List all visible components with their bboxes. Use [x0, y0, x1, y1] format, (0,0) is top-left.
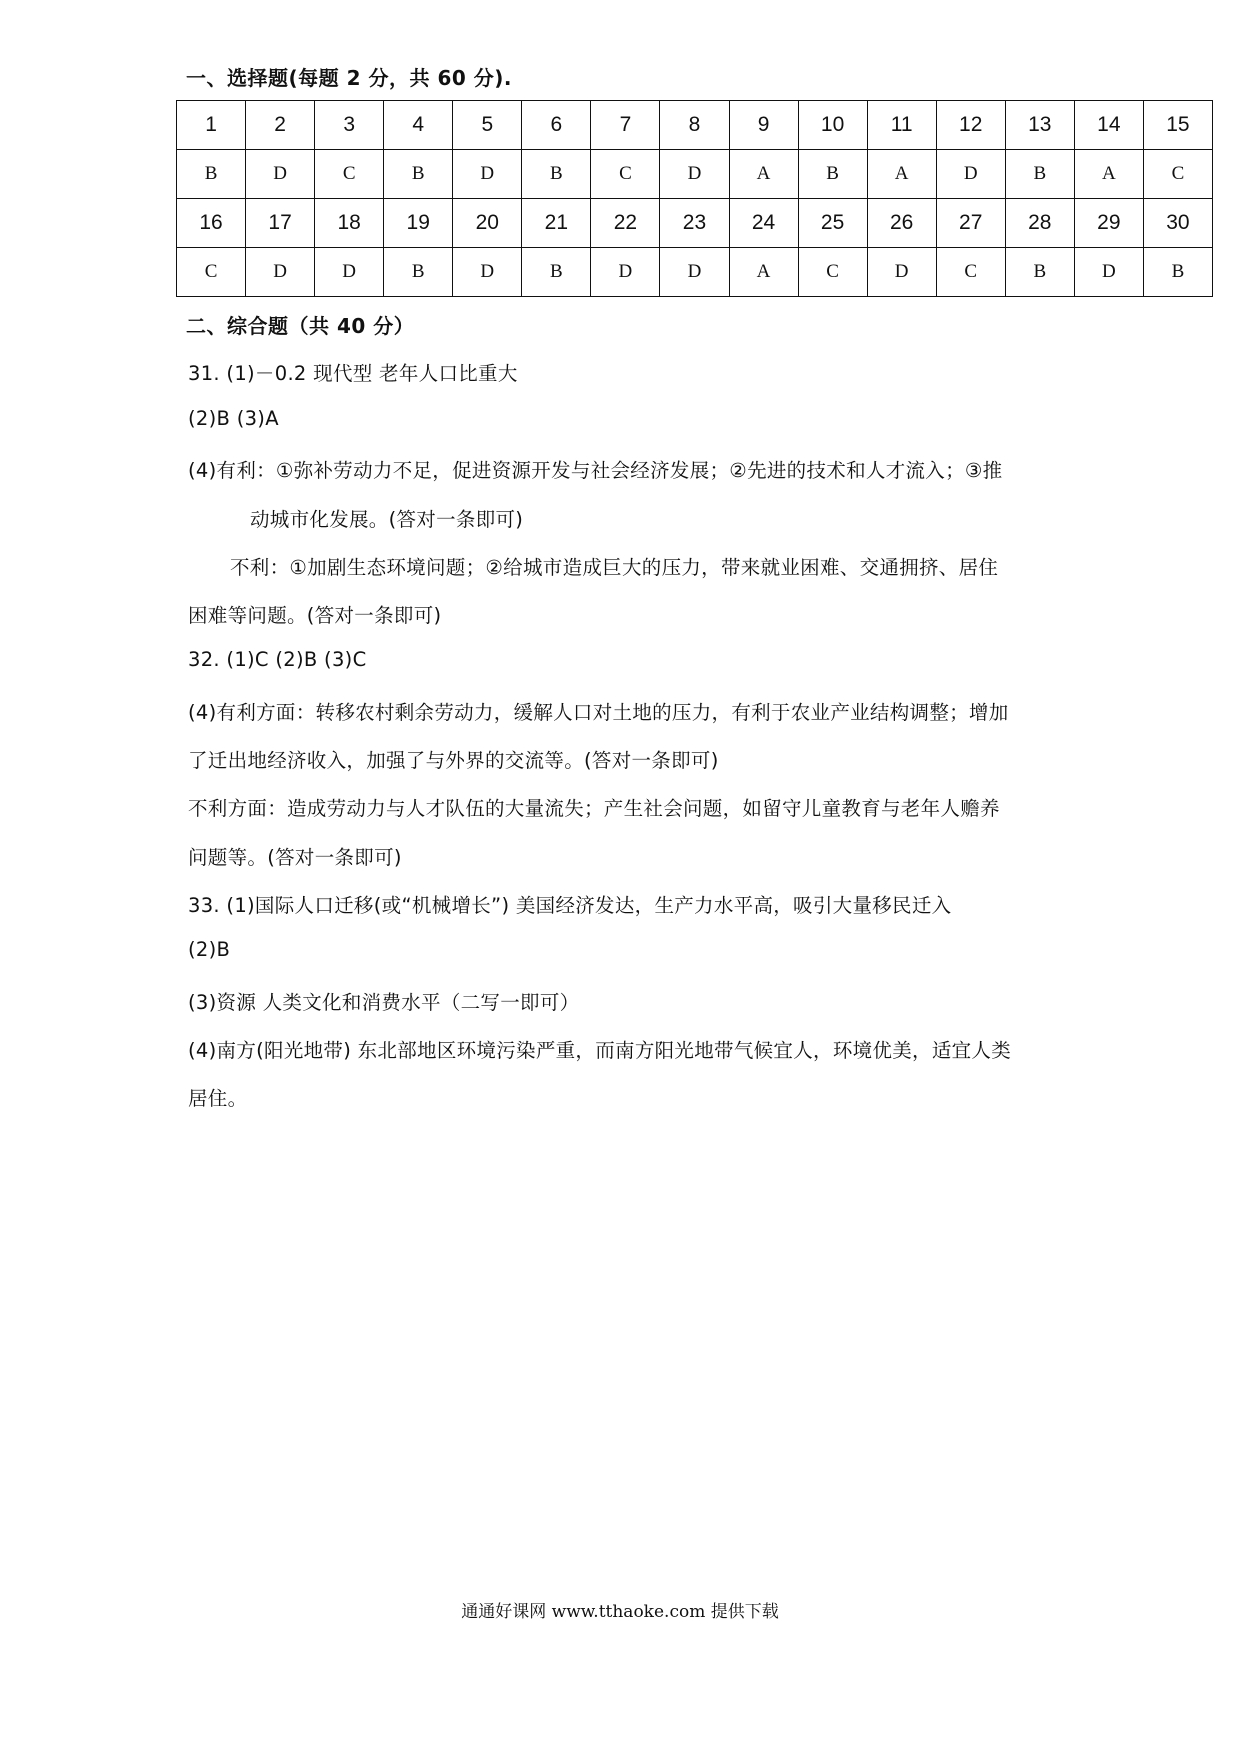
question-number-cell: 10 [798, 101, 867, 150]
answer-cell: D [660, 150, 729, 199]
question-number-cell: 11 [867, 101, 936, 150]
question-number-cell: 12 [936, 101, 1005, 150]
answer-cell: B [1143, 248, 1212, 297]
answer-cell: B [384, 248, 453, 297]
answer-text-line: 了迁出地经济收入，加强了与外界的交流等。(答对一条即可) [188, 749, 719, 772]
question-number-cell: 8 [660, 101, 729, 150]
question-number-cell: 1 [177, 101, 246, 150]
answer-text-line: 不利：①加剧生态环境问题；②给城市造成巨大的压力，带来就业困难、交通拥挤、居住 [230, 556, 999, 579]
answer-row [177, 248, 1213, 297]
question-number-cell: 3 [315, 101, 384, 150]
answer-text-line: 31. (1)－0.2 现代型 老年人口比重大 [188, 362, 518, 385]
question-number-cell: 13 [1005, 101, 1074, 150]
answer-text-line: 32. (1)C (2)B (3)C [188, 648, 367, 671]
answer-cell: D [315, 248, 384, 297]
answer-cell: B [522, 150, 591, 199]
answer-cell: B [177, 150, 246, 199]
answer-text-line: (4)有利：①弥补劳动力不足，促进资源开发与社会经济发展；②先进的技术和人才流入；③推 [188, 459, 1003, 482]
question-number-cell: 27 [936, 199, 1005, 248]
question-number-cell: 20 [453, 199, 522, 248]
answer-cell: C [798, 248, 867, 297]
question-number-cell: 6 [522, 101, 591, 150]
question-number-row [177, 101, 1213, 150]
answer-cell: B [798, 150, 867, 199]
answer-text-line: 问题等。(答对一条即可) [188, 846, 402, 869]
question-number-cell: 15 [1143, 101, 1212, 150]
answer-text-line: 困难等问题。(答对一条即可) [188, 604, 442, 627]
answer-text-line: (2)B (3)A [188, 407, 279, 430]
question-number-cell: 23 [660, 199, 729, 248]
footer-download-note: 通通好课网 www.tthaoke.com 提供下载 [461, 1602, 779, 1622]
question-number-cell: 16 [177, 199, 246, 248]
answer-cell: D [591, 248, 660, 297]
question-number-cell: 19 [384, 199, 453, 248]
answer-row [177, 150, 1213, 199]
answer-text-line: 动城市化发展。(答对一条即可) [250, 508, 524, 531]
question-number-cell: 14 [1074, 101, 1143, 150]
section-1-title: 一、选择题(每题 2 分，共 60 分). [186, 66, 512, 90]
answer-table [176, 100, 1213, 297]
question-number-cell: 2 [246, 101, 315, 150]
answer-cell: A [867, 150, 936, 199]
answer-cell: D [936, 150, 1005, 199]
answer-cell: D [246, 150, 315, 199]
answer-text-line: (4)有利方面：转移农村剩余劳动力，缓解人口对土地的压力，有利于农业产业结构调整；增加 [188, 701, 1009, 724]
answer-text-line: (2)B [188, 938, 231, 961]
answer-text-line: 33. (1)国际人口迁移(或“机械增长”) 美国经济发达，生产力水平高，吸引大量移民迁入 [188, 894, 952, 917]
question-number-cell: 24 [729, 199, 798, 248]
question-number-cell: 28 [1005, 199, 1074, 248]
question-number-cell: 5 [453, 101, 522, 150]
answer-text-line: 不利方面：造成劳动力与人才队伍的大量流失；产生社会问题，如留守儿童教育与老年人赡养 [188, 797, 1000, 820]
answer-cell: A [729, 248, 798, 297]
answer-cell: D [867, 248, 936, 297]
answer-cell: C [315, 150, 384, 199]
answer-text-line: 居住。 [188, 1087, 248, 1110]
answer-cell: D [453, 248, 522, 297]
answer-cell: A [729, 150, 798, 199]
answer-cell: C [591, 150, 660, 199]
answer-cell: A [1074, 150, 1143, 199]
answer-text-line: (3)资源 人类文化和消费水平（二写一即可） [188, 991, 580, 1014]
answer-cell: D [660, 248, 729, 297]
question-number-cell: 21 [522, 199, 591, 248]
section-2-title: 二、综合题（共 40 分） [186, 314, 415, 338]
question-number-cell: 17 [246, 199, 315, 248]
answer-text-line: (4)南方(阳光地带) 东北部地区环境污染严重，而南方阳光地带气候宜人，环境优美，适宜人类 [188, 1039, 1012, 1062]
answer-cell: B [1005, 150, 1074, 199]
question-number-cell: 4 [384, 101, 453, 150]
question-number-cell: 25 [798, 199, 867, 248]
question-number-cell: 26 [867, 199, 936, 248]
question-number-cell: 22 [591, 199, 660, 248]
answer-cell: C [1143, 150, 1212, 199]
answer-cell: B [522, 248, 591, 297]
question-number-cell: 9 [729, 101, 798, 150]
answer-cell: D [246, 248, 315, 297]
question-number-cell: 18 [315, 199, 384, 248]
answer-cell: D [453, 150, 522, 199]
question-number-cell: 30 [1143, 199, 1212, 248]
question-number-cell: 29 [1074, 199, 1143, 248]
answer-cell: C [177, 248, 246, 297]
answer-cell: D [1074, 248, 1143, 297]
answer-cell: C [936, 248, 1005, 297]
question-number-cell: 7 [591, 101, 660, 150]
question-number-row [177, 199, 1213, 248]
answer-cell: B [384, 150, 453, 199]
answer-cell: B [1005, 248, 1074, 297]
